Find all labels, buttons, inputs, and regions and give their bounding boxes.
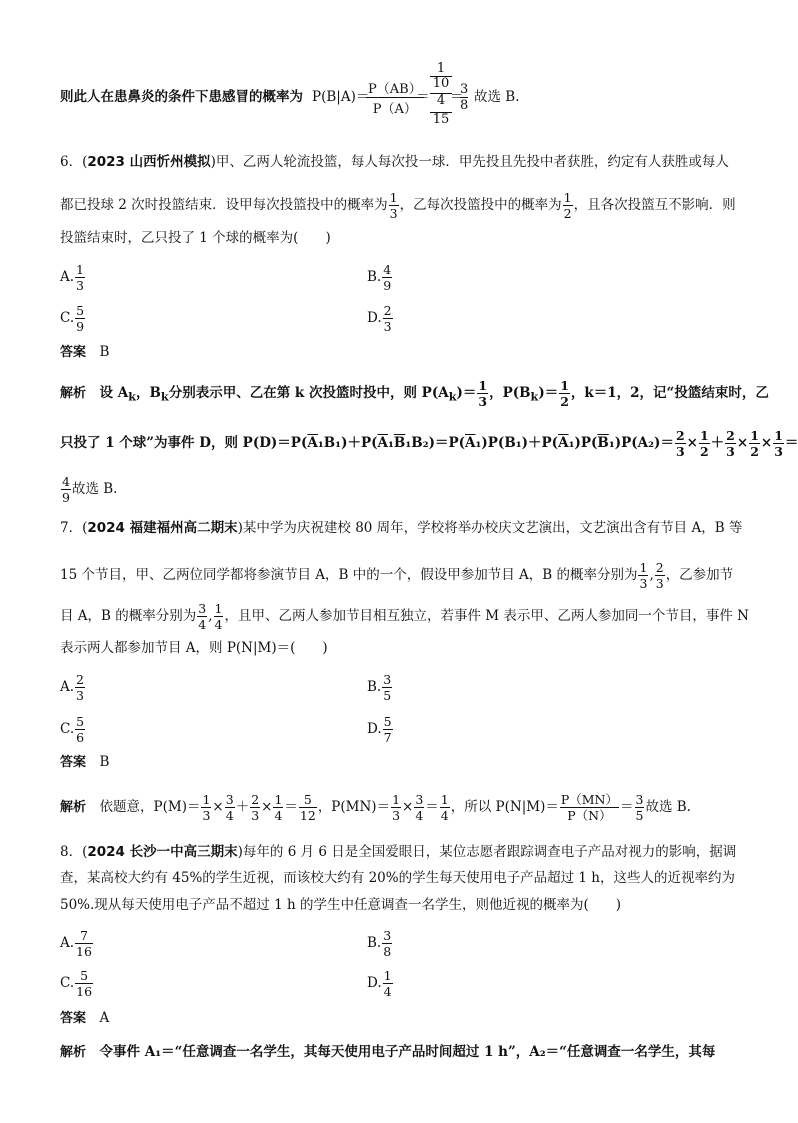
q8-option-c[interactable]: C. $\frac{5}{16}$ [60, 968, 93, 999]
q6-analysis-line2: 只投了 1 个球”为事件 D，则 $P(D)=P(\overline{A}_1B_1)+P(\overline{A}_1\overline{B}_1B_2)=P(\overline{A}_1)P(B_1)+P(\overline{A}_1)P(\overline{B}_1)P(A_2)=$ $\frac{2}{3}$ × $\frac{1}{2}$ ＋ $\frac{2}{3}$ × $\frac{1}{2}$ × $\frac{1}{3}$ ＝ [60, 428, 798, 459]
q6-p2-fraction: $\frac{1}{2}$ [563, 190, 572, 221]
q8-line2: 查，某高校大约有 45%的学生近视，而该校大约有 20%的学生每天使用电子产品超过 1 h，这些人的近视率约为 [60, 870, 735, 886]
q6-line2: 都已投球 2 次时投篮结束．设甲每次投篮投中的概率为 $\frac{1}{3}$ ，乙每次投篮投中的概率为 $\frac{1}{2}$ ，且各次投篮互不影响．则 [60, 190, 736, 221]
q7-option-c[interactable]: C. $\frac{5}{6}$ [60, 714, 85, 745]
q7-line2: 15 个节目，甲、乙两位同学都将参演节目 A，B 中的一个，假设甲参加节目 A，B 的概率分别为 $\frac{1}{3}$ , $\frac{2}{3}$ ，乙参加节 [60, 560, 734, 591]
q5-end: 故选 B. [474, 89, 520, 105]
q8-option-b[interactable]: B. $\frac{3}{8}$ [367, 928, 392, 959]
q8-line3: 50%.现从每天使用电子产品不超过 1 h 的学生中任意调查一名学生，则他近视的概率为( ) [60, 897, 621, 913]
q8-option-a[interactable]: A. $\frac{7}{16}$ [60, 928, 92, 959]
q5-answer-fraction [460, 82, 468, 113]
q5-ans-num: 3 [460, 82, 469, 97]
q7-option-d[interactable]: D. $\frac{5}{7}$ [367, 714, 392, 745]
q6-p1-fraction: $\frac{1}{3}$ [389, 190, 398, 221]
q6-answer: 答案 B [60, 344, 110, 360]
q6-analysis-line3: $\frac{4}{9}$ 故选 B. [62, 474, 118, 505]
analysis-label: 解析 [60, 386, 87, 401]
q6-option-c[interactable]: C. $\frac{5}{9}$ [60, 303, 85, 334]
q6-line1: 6．(2023 山西忻州模拟)甲、乙两人轮流投篮，每人每次投一球．甲先投且先投中者获胜，约定有人获胜或每人 [60, 154, 729, 170]
q7-option-a[interactable]: A. $\frac{2}{3}$ [60, 672, 84, 703]
q5-big-den-bot: 15 [430, 112, 452, 127]
q6-line3: 投篮结束时，乙只投了 1 个球的概率为( ) [60, 230, 331, 246]
q7-option-b[interactable]: B. $\frac{3}{5}$ [367, 672, 392, 703]
q5-frac-num: P（AB） [366, 78, 424, 98]
q5-ans-den: 8 [460, 98, 469, 113]
analysis-label: 解析 [60, 800, 87, 815]
q5-big-num-bot: 10 [430, 76, 452, 91]
q5-eq2: ＝ [450, 89, 464, 105]
q5-tail-expr: P(B|A)＝ [312, 89, 370, 105]
q7-analysis-line1: 解析 依题意，P(M)＝ $\frac{1}{3}$ × $\frac{3}{4}$ ＋ $\frac{2}{3}$ × $\frac{1}{4}$ ＝ $\frac{5}{12}$ ，P(MN)＝ $\frac{1}{3}$ × $\frac{3}{4}$ ＝ $\frac{1}{4}$ ，所以 P(N|M)＝ $\frac{P(MN)}{P(N)}$ ＝ $\frac{3}{5}$ 故选 B. [60, 792, 691, 823]
q7-source: 2024 福建福州高二期末 [87, 520, 238, 536]
q8-line1: 8．(2024 长沙一中高三期末)每年的 6 月 6 日是全国爱眼日，某位志愿者跟踪调查电子产品对视力的影响，据调 [60, 844, 737, 860]
answer-label: 答案 [60, 755, 87, 770]
answer-label: 答案 [60, 1011, 87, 1026]
q5-frac-den: P（A） [372, 102, 417, 117]
answer-label: 答案 [60, 345, 87, 360]
q8-source: 2024 长沙一中高三期末 [87, 844, 238, 860]
q5-big-den-top: 4 [430, 93, 452, 108]
q6-source: 2023 山西忻州模拟 [87, 154, 211, 170]
q6-option-a[interactable]: A. $\frac{1}{3}$ [60, 262, 84, 293]
analysis-label: 解析 [60, 1045, 87, 1060]
q7-line1: 7．(2024 福建福州高二期末)某中学为庆祝建校 80 周年，学校将举办校庆文艺演出，文艺演出含有节目 A，B 等 [60, 520, 743, 536]
q6-option-b[interactable]: B. $\frac{4}{9}$ [367, 262, 392, 293]
q5-eq: ＝ [416, 89, 430, 105]
q8-analysis-line1: 解析 令事件 A₁＝“任意调查一名学生，其每天使用电子产品时间超过 1 h”，A₂＝“任意调查一名学生，其每 [60, 1044, 716, 1060]
q5-big-num-top: 1 [436, 61, 446, 76]
q7-line3: 目 A，B 的概率分别为 $\frac{3}{4}$ , $\frac{1}{4}$ ，且甲、乙两人参加节目相互独立，若事件 M 表示甲、乙两人参加同一个节目，事件 N [60, 601, 749, 632]
q5-tail-text: 则此人在患鼻炎的条件下患感冒的概率为 [60, 89, 303, 105]
q5-complex-fraction [430, 62, 452, 127]
q8-answer: 答案 A [60, 1010, 110, 1026]
q6-analysis-line1: 解析 设 $A_k$，$B_k$分别表示甲、乙在第 k 次投篮时投中，则 $P(A_k)=$ $\frac{1}{3}$ ，$P(B_k)=$ $\frac{1}{2}$ ，k＝1，2，记“投篮结束时，乙 [60, 378, 769, 409]
q8-option-d[interactable]: D. $\frac{1}{4}$ [367, 968, 392, 999]
q7-answer: 答案 B [60, 754, 110, 770]
q6-option-d[interactable]: D. $\frac{2}{3}$ [367, 303, 392, 334]
q7-line4: 表示两人都参加节目 A，则 P(N|M)＝( ) [60, 640, 328, 656]
